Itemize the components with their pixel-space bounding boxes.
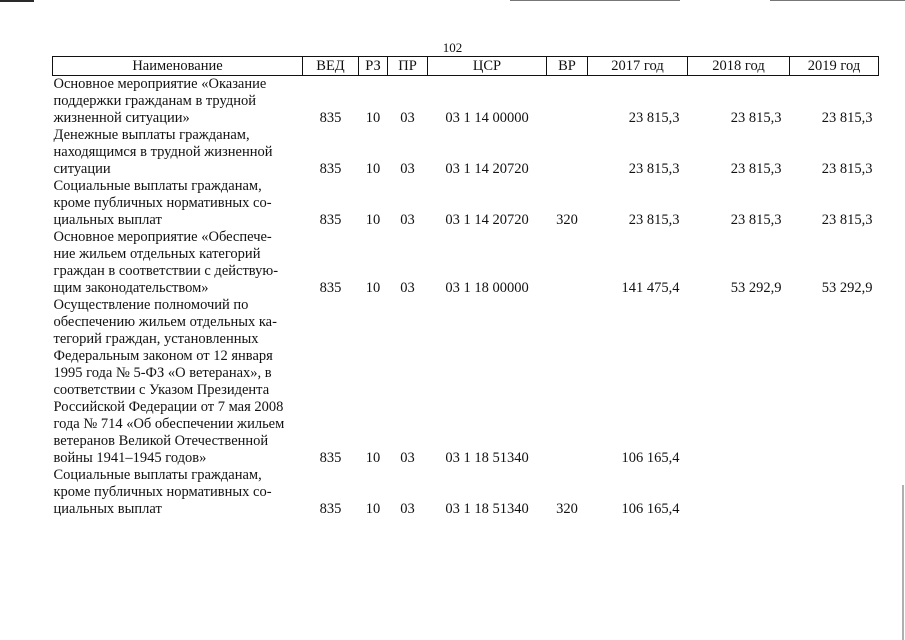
name-line: Основное мероприятие «Обеспече- bbox=[53, 229, 272, 245]
name-line: циальных выплат bbox=[53, 501, 162, 517]
name-line: Денежные выплаты гражданам, bbox=[53, 127, 250, 143]
cell-2018 bbox=[688, 467, 790, 518]
cell-2017: 23 815,3 bbox=[628, 161, 680, 177]
name-line: Основное мероприятие «Оказание bbox=[53, 76, 267, 92]
name-line: Российской Федерации от 7 мая 2008 bbox=[53, 399, 284, 415]
name-line: циальных выплат bbox=[53, 212, 162, 228]
name-line: кроме публичных нормативных со- bbox=[53, 484, 272, 500]
cell-csr: 03 1 14 20720 bbox=[445, 161, 529, 177]
cell-rz: 10 bbox=[365, 161, 381, 177]
name-line: Федеральным законом от 12 января bbox=[53, 348, 273, 364]
table-header bbox=[53, 57, 879, 76]
name-line: находящимся в трудной жизненной bbox=[53, 144, 273, 160]
cell-ved: 835 bbox=[319, 501, 342, 517]
table-row bbox=[53, 127, 879, 178]
cell-ved: 835 bbox=[319, 110, 342, 126]
cell-pr: 03 bbox=[400, 280, 415, 296]
column-header-2018: 2018 год bbox=[688, 57, 790, 76]
cell-2018: 23 815,3 bbox=[730, 212, 782, 228]
cell-2019 bbox=[790, 297, 879, 467]
cell-name bbox=[53, 127, 303, 178]
name-line: жизненной ситуации» bbox=[53, 110, 190, 126]
cell-2017: 141 475,4 bbox=[621, 280, 680, 296]
cell-vr bbox=[547, 297, 588, 467]
cell-2019: 23 815,3 bbox=[821, 212, 873, 228]
table-row bbox=[53, 178, 879, 229]
cell-rz: 10 bbox=[365, 110, 381, 126]
cell-ved: 835 bbox=[319, 280, 342, 296]
name-line: соответствии с Указом Президента bbox=[53, 382, 270, 398]
column-header-csr: ЦСР bbox=[428, 57, 547, 76]
cell-csr: 03 1 18 51340 bbox=[445, 501, 529, 517]
cell-rz: 10 bbox=[365, 501, 381, 517]
name-line: войны 1941–1945 годов» bbox=[53, 450, 207, 466]
cell-vr: 320 bbox=[556, 501, 578, 517]
name-line: 1995 года № 5-ФЗ «О ветеранах», в bbox=[53, 365, 272, 381]
name-line: тегорий граждан, установленных bbox=[53, 331, 259, 347]
table-body bbox=[53, 76, 879, 519]
scan-artifact-line bbox=[0, 0, 34, 2]
budget-table bbox=[52, 56, 879, 518]
name-line: кроме публичных нормативных со- bbox=[53, 195, 272, 211]
cell-rz: 10 bbox=[365, 450, 381, 466]
cell-2019: 23 815,3 bbox=[821, 161, 873, 177]
table-row bbox=[53, 229, 879, 297]
scan-artifact-line bbox=[510, 0, 680, 1]
cell-2018: 53 292,9 bbox=[730, 280, 782, 296]
column-header-name: Наименование bbox=[53, 57, 303, 76]
cell-pr: 03 bbox=[400, 212, 415, 228]
scan-artifact-line bbox=[770, 0, 905, 1]
column-header-pr: ПР bbox=[388, 57, 428, 76]
name-line: Осуществление полномочий по bbox=[53, 297, 249, 313]
cell-2019 bbox=[790, 467, 879, 518]
column-header-rz: РЗ bbox=[359, 57, 388, 76]
cell-vr: 320 bbox=[556, 212, 578, 228]
name-line: обеспечению жильем отдельных ка- bbox=[53, 314, 277, 330]
table-row bbox=[53, 297, 879, 467]
cell-name bbox=[53, 178, 303, 229]
cell-name bbox=[53, 229, 303, 297]
table-row bbox=[53, 467, 879, 518]
column-header-ved: ВЕД bbox=[303, 57, 359, 76]
cell-2017: 23 815,3 bbox=[628, 212, 680, 228]
cell-csr: 03 1 14 00000 bbox=[445, 110, 529, 126]
cell-2017: 106 165,4 bbox=[621, 450, 680, 466]
cell-ved: 835 bbox=[319, 450, 342, 466]
cell-ved: 835 bbox=[319, 161, 342, 177]
cell-vr bbox=[547, 76, 588, 128]
page-number: 102 bbox=[442, 40, 463, 55]
cell-2018: 23 815,3 bbox=[730, 161, 782, 177]
name-line: ветеранов Великой Отечественной bbox=[53, 433, 269, 449]
cell-2019: 53 292,9 bbox=[821, 280, 873, 296]
name-line: Социальные выплаты гражданам, bbox=[53, 467, 262, 483]
name-line: года № 714 «Об обеспечении жильем bbox=[53, 416, 285, 432]
cell-2019: 23 815,3 bbox=[821, 110, 873, 126]
cell-2018 bbox=[688, 297, 790, 467]
cell-rz: 10 bbox=[365, 212, 381, 228]
cell-name bbox=[53, 467, 303, 518]
name-line: ситуации bbox=[53, 161, 111, 177]
cell-vr bbox=[547, 127, 588, 178]
cell-name bbox=[53, 76, 303, 128]
column-header-2017: 2017 год bbox=[588, 57, 688, 76]
cell-name bbox=[53, 297, 303, 467]
cell-ved: 835 bbox=[319, 212, 342, 228]
column-header-2019: 2019 год bbox=[790, 57, 879, 76]
table-row bbox=[53, 76, 879, 128]
cell-pr: 03 bbox=[400, 110, 415, 126]
cell-2017: 106 165,4 bbox=[621, 501, 680, 517]
cell-pr: 03 bbox=[400, 450, 415, 466]
cell-2017: 23 815,3 bbox=[628, 110, 680, 126]
cell-rz: 10 bbox=[365, 280, 381, 296]
column-header-vr: ВР bbox=[547, 57, 588, 76]
cell-vr bbox=[547, 229, 588, 297]
cell-csr: 03 1 18 00000 bbox=[445, 280, 529, 296]
scan-artifact-edge bbox=[902, 485, 904, 640]
cell-pr: 03 bbox=[400, 501, 415, 517]
cell-csr: 03 1 18 51340 bbox=[445, 450, 529, 466]
cell-2018: 23 815,3 bbox=[730, 110, 782, 126]
name-line: Социальные выплаты гражданам, bbox=[53, 178, 262, 194]
name-line: граждан в соответствии с действую- bbox=[53, 263, 279, 279]
cell-csr: 03 1 14 20720 bbox=[445, 212, 529, 228]
name-line: поддержки гражданам в трудной bbox=[53, 93, 256, 109]
name-line: щим законодательством» bbox=[53, 280, 209, 296]
name-line: ние жильем отдельных категорий bbox=[53, 246, 261, 262]
cell-pr: 03 bbox=[400, 161, 415, 177]
